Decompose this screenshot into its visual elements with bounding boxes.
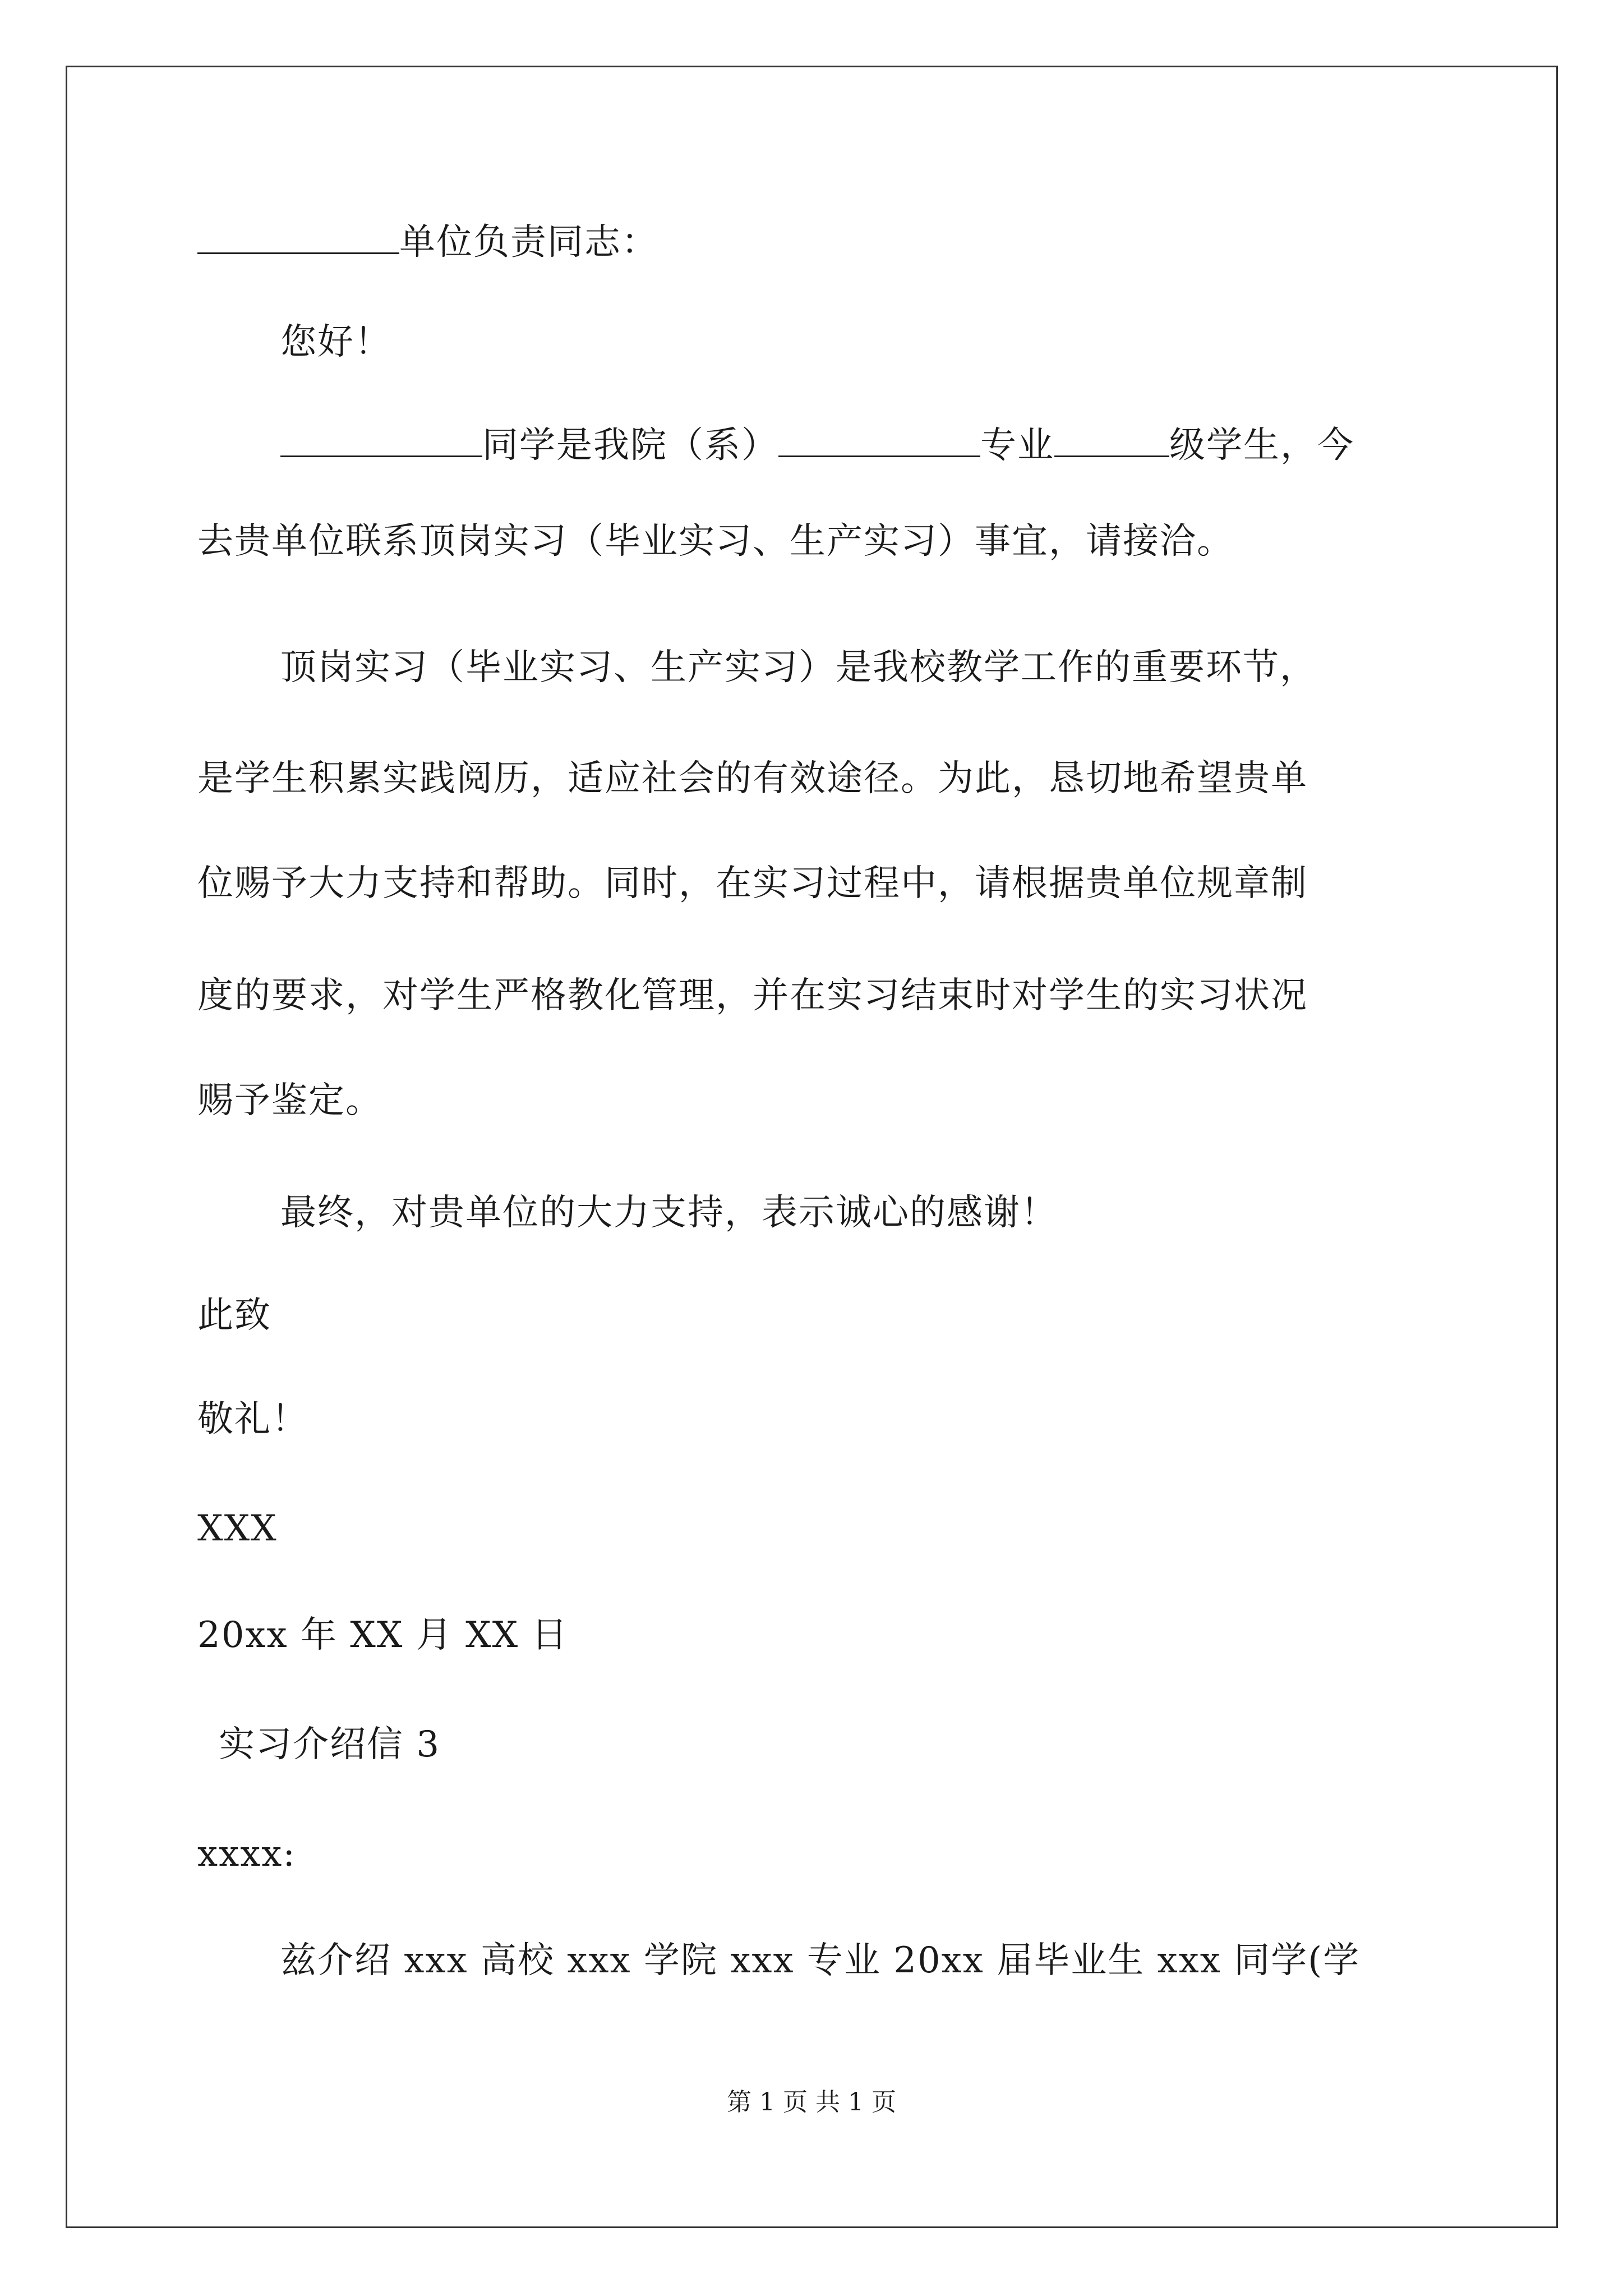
body-line-4: 度的要求，对学生严格教化管理，并在实习结束时对学生的实习状况 <box>197 975 1308 1016</box>
intro-line-1 <box>280 422 1354 468</box>
body-line-5: 赐予鉴定。 <box>197 1080 382 1121</box>
closing-thanks: 最终，对贵单位的大力支持，表示诚心的感谢！ <box>280 1192 1058 1234</box>
student-name-blank <box>280 422 482 457</box>
salutation-line <box>197 219 658 265</box>
page-border <box>66 66 1558 2228</box>
greeting: 您好！ <box>280 321 391 363</box>
signer: XXX <box>197 1508 278 1549</box>
letter3-first-line: 兹介绍 xxx 高校 xxx 学院 xxx 专业 20xx 届毕业生 xxx 同学(学 <box>280 1940 1361 1981</box>
body-line-2: 是学生积累实践阅历，适应社会的有效途径。为此，恳切地希望贵单 <box>197 758 1308 799</box>
closing-2: 敬礼！ <box>197 1398 308 1440</box>
intro-text-3: 级学生，今 <box>1169 425 1354 466</box>
intro-text-1: 同学是我院（系） <box>482 425 778 466</box>
intro-text-2: 专业 <box>980 425 1054 466</box>
body-line-1: 顶岗实习（毕业实习、生产实习）是我校教学工作的重要环节， <box>280 647 1317 688</box>
date: 20xx 年 XX 月 XX 日 <box>197 1614 569 1656</box>
recipient: xxxx: <box>197 1833 296 1875</box>
grade-blank <box>1054 422 1169 457</box>
page-footer: 第 1 页 共 1 页 <box>727 2088 896 2116</box>
unit-name-blank <box>197 219 399 254</box>
section-title: 实习介绍信 3 <box>219 1724 441 1765</box>
intro-line-2: 去贵单位联系顶岗实习（毕业实习、生产实习）事宜，请接洽。 <box>197 521 1234 562</box>
body-line-3: 位赐予大力支持和帮助。同时，在实习过程中，请根据贵单位规章制 <box>197 863 1308 904</box>
major-blank <box>778 422 980 457</box>
closing-1: 此致 <box>197 1295 271 1336</box>
salutation-text: 单位负责同志： <box>399 222 658 263</box>
